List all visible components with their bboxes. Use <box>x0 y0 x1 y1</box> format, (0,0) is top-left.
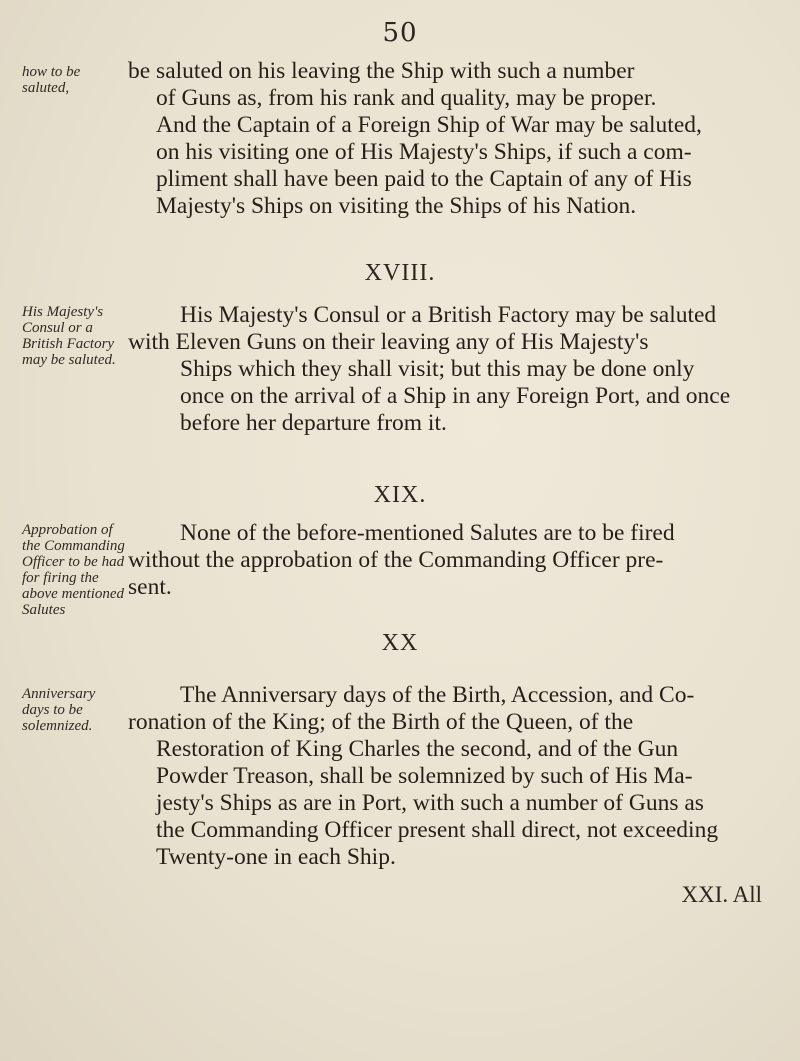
text-line: Twenty-one in each Ship. <box>156 844 396 870</box>
text-line: without the approbation of the Commanding Officer pre- <box>128 547 664 573</box>
catchword: XXI. All <box>681 882 762 907</box>
text-line: be saluted on his leaving the Ship with such a number <box>128 58 635 84</box>
text-line: jesty's Ships as are in Port, with such a number of Guns as <box>156 790 704 816</box>
margin-note <box>22 64 126 96</box>
paragraph <box>128 58 778 220</box>
text-line: Ships which they shall visit; but this may be done only <box>180 356 695 382</box>
margin-note-text: His Majesty's Consul or a British Factory may be saluted. <box>22 304 116 368</box>
margin-note <box>22 304 126 368</box>
text-line: None of the before-mentioned Salutes are to be fired <box>180 520 675 546</box>
text-line: once on the arrival of a Ship in any Foreign Port, and once <box>180 383 731 409</box>
section-heading: XX <box>381 630 419 656</box>
paragraph <box>128 302 778 437</box>
text-line: with Eleven Guns on their leaving any of His Majesty's <box>128 329 649 355</box>
page-number: 50 <box>382 18 418 48</box>
text-line: Restoration of King Charles the second, and of the Gun <box>156 736 679 762</box>
margin-note <box>22 686 126 734</box>
text-line: the Commanding Officer present shall direct, not exceeding <box>156 817 719 843</box>
text-line: Powder Treason, shall be solemnized by such of His Ma- <box>156 763 693 789</box>
text-line: The Anniversary days of the Birth, Accession, and Co- <box>180 682 695 708</box>
text-line: before her departure from it. <box>180 410 447 436</box>
margin-note-text: Approbation of the Commanding Officer to be had for firing the above mentioned Salutes <box>22 522 125 618</box>
text-line: And the Captain of a Foreign Ship of War may be saluted, <box>156 112 702 138</box>
text-line: His Majesty's Consul or a British Factory may be saluted <box>180 302 717 328</box>
section-heading: XIX. <box>373 482 427 508</box>
section-heading: XVIII. <box>364 260 436 286</box>
text-line: sent. <box>128 574 172 600</box>
text-line: of Guns as, from his rank and quality, may be proper. <box>156 85 657 111</box>
margin-note-text: how to be saluted, <box>22 64 81 96</box>
text-line: Majesty's Ships on visiting the Ships of his Nation. <box>156 193 637 219</box>
margin-note-text: Anniversary days to be solemnized. <box>22 686 96 734</box>
paragraph <box>128 682 778 871</box>
text-line: ronation of the King; of the Birth of the Queen, of the <box>128 709 634 735</box>
margin-note <box>22 522 126 618</box>
paragraph <box>128 520 778 601</box>
text-line: pliment shall have been paid to the Captain of any of His <box>156 166 692 192</box>
text-line: on his visiting one of His Majesty's Ships, if such a com- <box>156 139 692 165</box>
